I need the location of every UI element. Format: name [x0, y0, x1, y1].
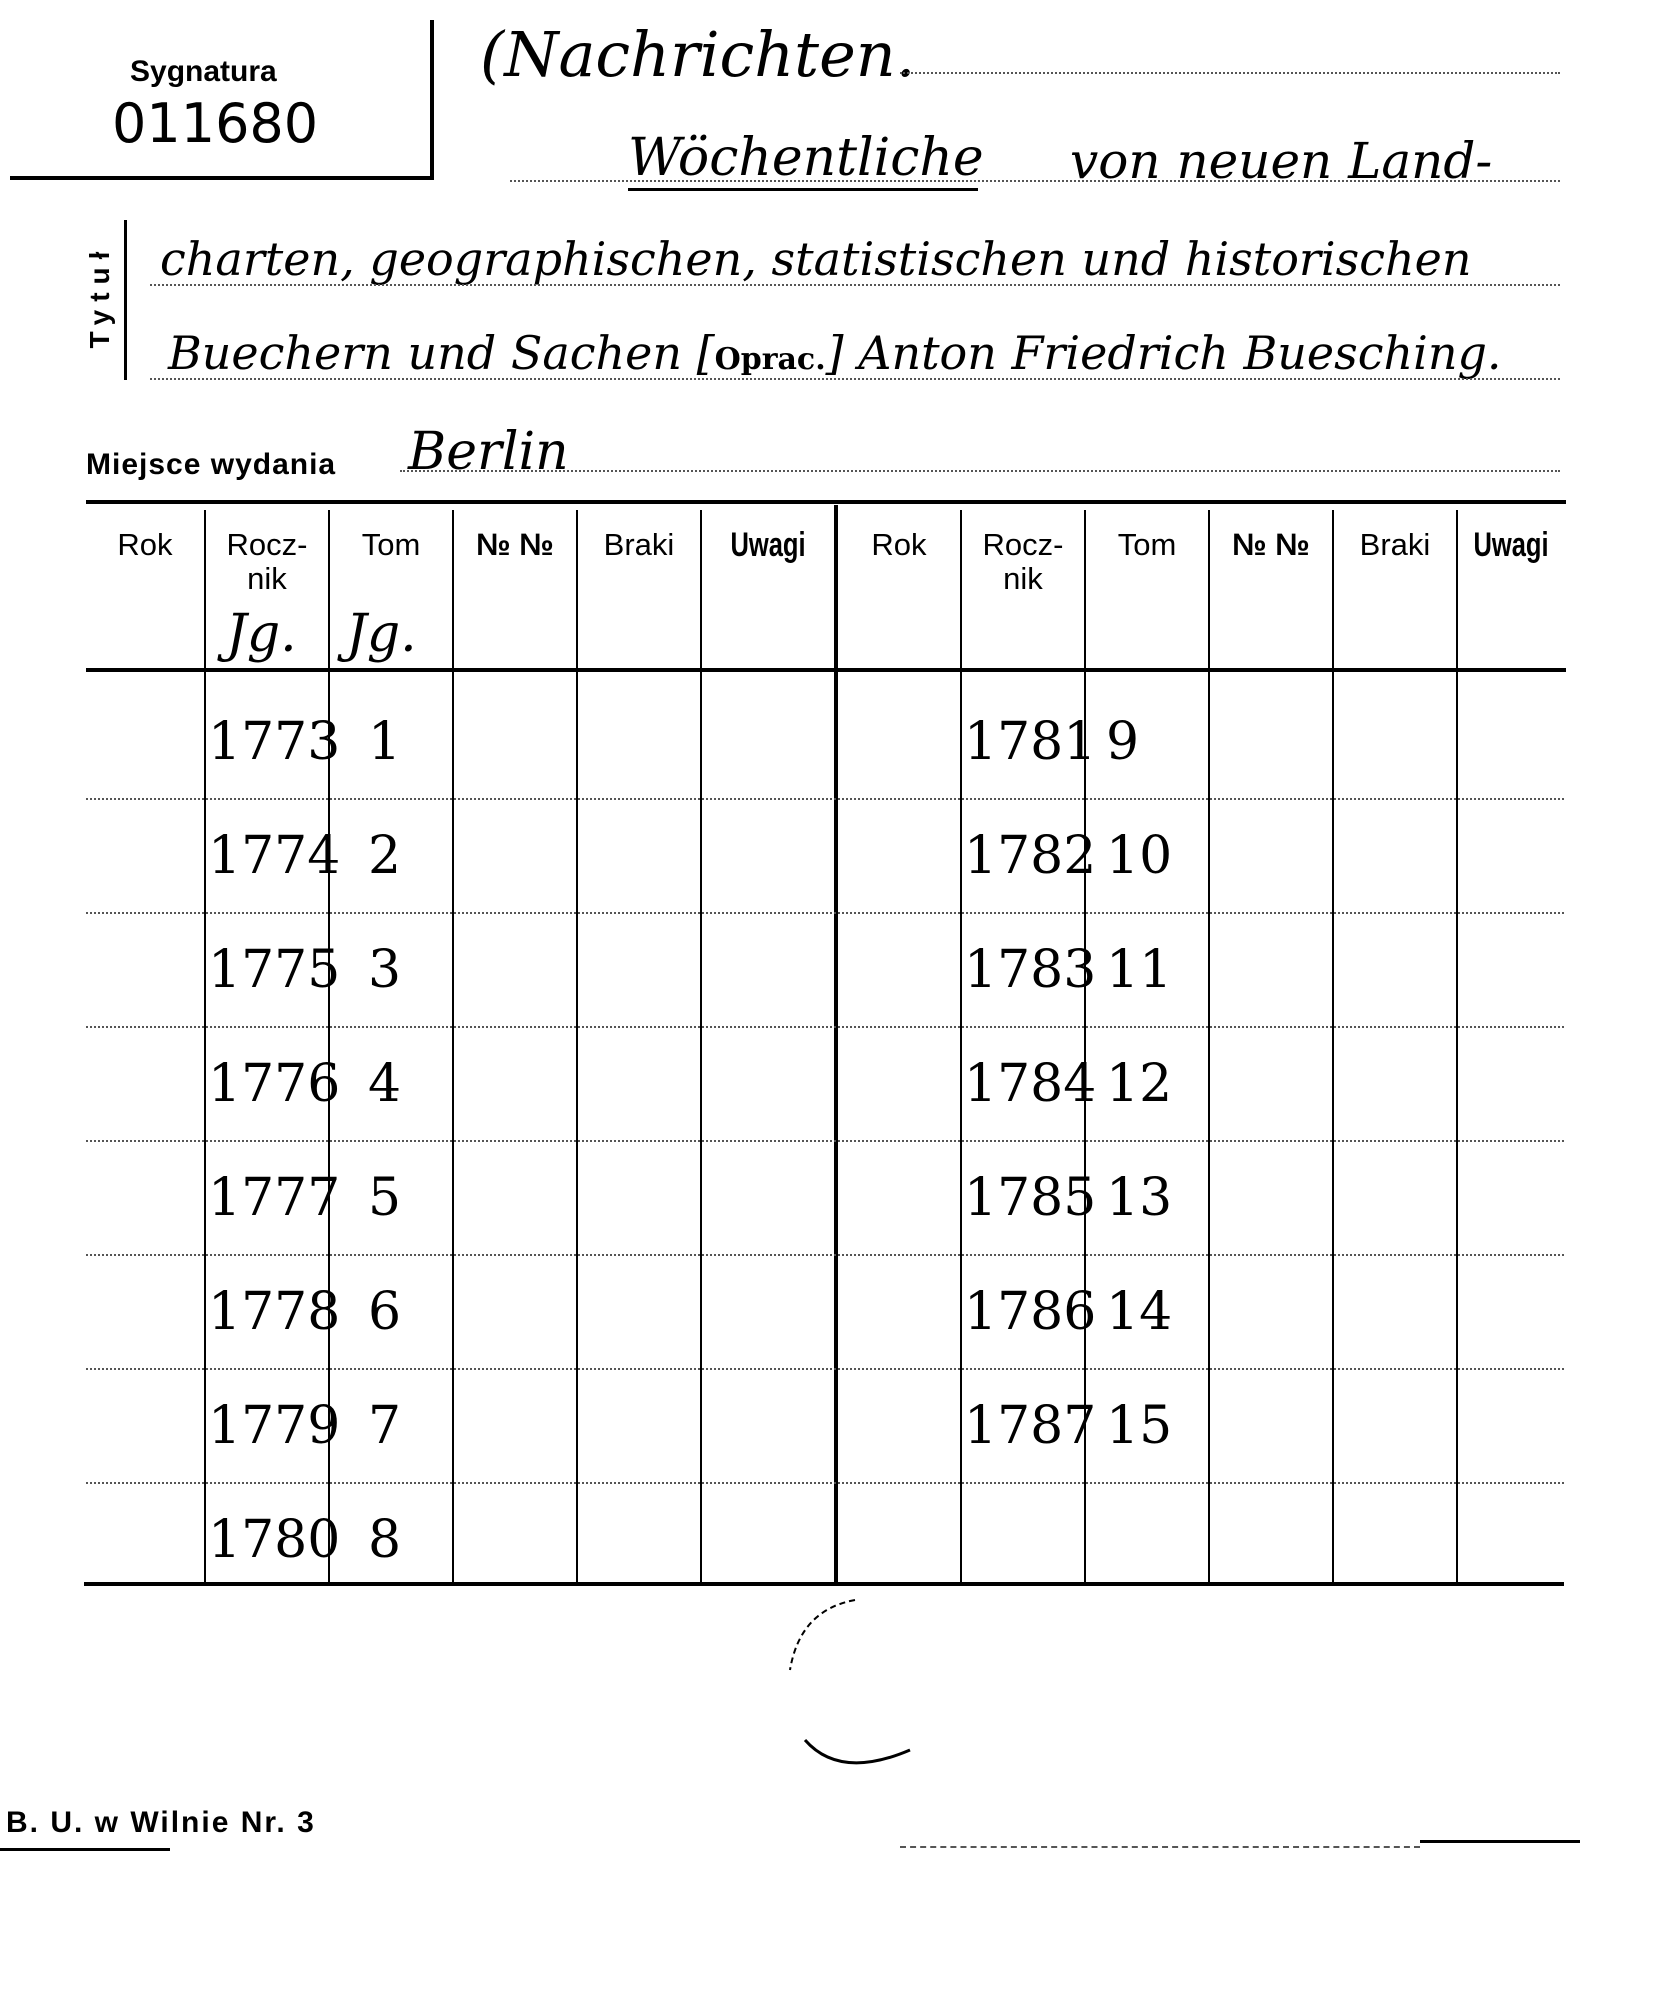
- right-rocznik-cell: 1786: [964, 1282, 1097, 1342]
- signature-box-border-bottom: [10, 176, 434, 180]
- left-tom-cell: 2: [368, 826, 402, 886]
- subheader-rocznik-jg: Jg.: [226, 604, 297, 664]
- left-rocznik-cell: 1778: [208, 1282, 341, 1342]
- header-braki-left: Braki: [603, 527, 675, 562]
- title-dotline-3: [150, 284, 1560, 286]
- title-dotline-1: [900, 72, 1560, 74]
- header-rok-right: Rok: [871, 527, 927, 562]
- signature-value: 011680: [112, 92, 319, 155]
- header-tom-right: Tom: [1117, 527, 1177, 562]
- right-tom-cell: 12: [1106, 1054, 1173, 1114]
- right-rocznik-cell: 1784: [964, 1054, 1097, 1114]
- row-separator: [86, 1368, 1564, 1370]
- left-rocznik-cell: 1773: [208, 712, 341, 772]
- title-line-2a: Wöchentliche: [628, 128, 984, 188]
- footer-dashes: [900, 1846, 1420, 1848]
- title-side-label: Tytuł: [84, 243, 115, 349]
- title-line-4: [168, 326, 1502, 380]
- right-tom-cell: 15: [1106, 1396, 1173, 1456]
- right-tom-cell: 13: [1106, 1168, 1173, 1228]
- title-underline: [628, 188, 978, 191]
- right-rocznik-cell: 1785: [964, 1168, 1097, 1228]
- right-tom-cell: 9: [1106, 712, 1140, 772]
- left-tom-cell: 4: [368, 1054, 402, 1114]
- row-separator: [86, 1254, 1564, 1256]
- right-tom-cell: 10: [1106, 826, 1173, 886]
- left-tom-cell: 7: [368, 1396, 402, 1456]
- row-separator: [86, 798, 1564, 800]
- col-line-r1: [960, 510, 962, 1582]
- col-line-l1: [204, 510, 206, 1582]
- col-line-r4: [1332, 510, 1334, 1582]
- place-label: Miejsce wydania: [86, 448, 337, 481]
- left-rocznik-cell: 1777: [208, 1168, 341, 1228]
- title-side-label-box: [82, 218, 122, 378]
- footer-line-right: [1420, 1840, 1580, 1843]
- left-tom-cell: 5: [368, 1168, 402, 1228]
- left-tom-cell: 3: [368, 940, 402, 1000]
- title-dotline-2: [510, 180, 1560, 182]
- title-oprac: Oprac.: [714, 342, 826, 377]
- header-tom-left: Tom: [361, 527, 421, 562]
- left-rocznik-cell: 1775: [208, 940, 341, 1000]
- title-line-3: charten, geographischen, statistischen und historischen: [160, 232, 1472, 286]
- footer-text: B. U. w Wilnie Nr. 3: [6, 1806, 316, 1839]
- row-separator: [86, 1140, 1564, 1142]
- left-rocznik-cell: 1774: [208, 826, 341, 886]
- header-rok-left: Rok: [117, 527, 173, 562]
- subheader-tom-jg: Jg.: [346, 604, 417, 664]
- right-rocznik-cell: 1781: [964, 712, 1097, 772]
- right-rocznik-cell: 1783: [964, 940, 1097, 1000]
- title-brace: [124, 220, 141, 380]
- header-rocznik-right: Rocz- nik: [982, 527, 1064, 596]
- title-line-4b: ] Anton Friedrich Buesching.: [825, 326, 1502, 380]
- left-rocznik-cell: 1780: [208, 1510, 341, 1570]
- col-line-l4: [576, 510, 578, 1582]
- table-header-border: [86, 668, 1566, 672]
- col-line-r5: [1456, 510, 1458, 1582]
- title-line-1: (Nachrichten.: [480, 18, 916, 91]
- col-line-r3: [1208, 510, 1210, 1582]
- header-uwagi-left: Uwagi: [730, 526, 806, 564]
- header-rocznik-left: Rocz- nik: [226, 527, 308, 596]
- header-numbers-right: № №: [1232, 527, 1310, 562]
- title-line-2b: von neuen Land-: [1070, 132, 1493, 190]
- left-tom-cell: 8: [368, 1510, 402, 1570]
- header-braki-right: Braki: [1359, 527, 1431, 562]
- place-dotline: [400, 470, 1560, 472]
- row-separator: [86, 1026, 1564, 1028]
- col-line-l5: [700, 510, 702, 1582]
- row-separator: [86, 912, 1564, 914]
- right-rocznik-cell: 1782: [964, 826, 1097, 886]
- right-rocznik-cell: 1787: [964, 1396, 1097, 1456]
- stamp-mark: [760, 1590, 930, 1790]
- table-center-divider: [834, 505, 838, 1583]
- left-rocznik-cell: 1776: [208, 1054, 341, 1114]
- right-tom-cell: 14: [1106, 1282, 1173, 1342]
- footer-line-left: [0, 1848, 170, 1851]
- signature-box-border-right: [430, 20, 434, 178]
- right-tom-cell: 11: [1106, 940, 1173, 1000]
- table-bottom-border: [84, 1582, 1564, 1586]
- header-numbers-left: № №: [476, 527, 554, 562]
- row-separator: [86, 1482, 1564, 1484]
- title-dotline-4: [150, 378, 1560, 380]
- place-value: Berlin: [408, 422, 569, 482]
- left-rocznik-cell: 1779: [208, 1396, 341, 1456]
- header-uwagi-right: Uwagi: [1473, 526, 1549, 564]
- table-top-border: [86, 500, 1566, 504]
- col-line-l3: [452, 510, 454, 1582]
- left-tom-cell: 1: [368, 712, 402, 772]
- signature-label: Sygnatura: [130, 55, 277, 88]
- title-line-4a: Buechern und Sachen [: [168, 326, 715, 380]
- left-tom-cell: 6: [368, 1282, 402, 1342]
